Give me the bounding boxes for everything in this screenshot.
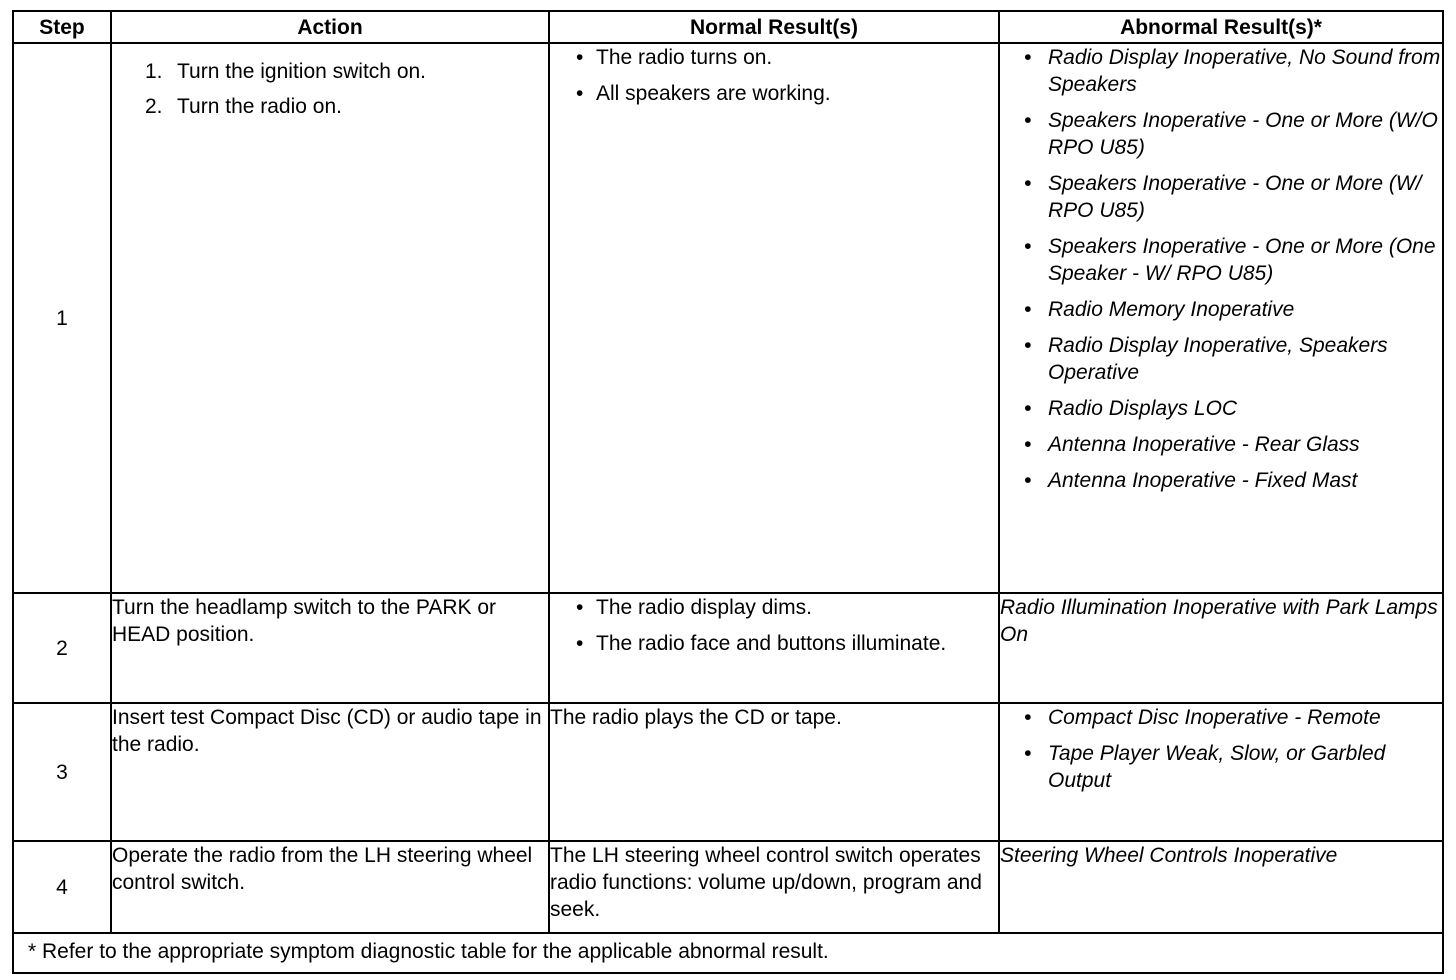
normal-results-list xyxy=(550,594,998,657)
list-item: • Radio Display Inoperative, No Sound from Speakers xyxy=(1000,44,1442,98)
action-cell xyxy=(111,43,549,593)
normal-results-cell xyxy=(549,593,999,703)
abnormal-results-list xyxy=(1000,44,1442,494)
list-item: 1. Turn the ignition switch on. xyxy=(145,60,427,83)
list-item: • Radio Displays LOC xyxy=(1000,395,1442,422)
list-item: • Tape Player Weak, Slow, or Garbled Output xyxy=(1000,740,1442,794)
action-cell: Insert test Compact Disc (CD) or audio tape in the radio. xyxy=(111,703,549,841)
list-item: • Antenna Inoperative - Fixed Mast xyxy=(1000,467,1442,494)
table-row xyxy=(13,703,1443,841)
abnormal-results-cell xyxy=(999,703,1443,841)
step-number: 1 xyxy=(13,43,111,593)
action-cell: Turn the headlamp switch to the PARK or HEAD position. xyxy=(111,593,549,703)
footnote: * Refer to the appropriate symptom diagnostic table for the applicable abnormal result. xyxy=(13,933,1443,973)
list-item: • Radio Display Inoperative, Speakers Operative xyxy=(1000,332,1442,386)
list-item: • The radio face and buttons illuminate. xyxy=(550,630,998,657)
list-item: • The radio turns on. xyxy=(550,44,998,71)
list-item: • Speakers Inoperative - One or More (One Speaker - W/ RPO U85) xyxy=(1000,233,1442,287)
table-row xyxy=(13,43,1443,593)
normal-results-list xyxy=(550,44,998,107)
abnormal-results-cell xyxy=(999,43,1443,593)
header-normal-results: Normal Result(s) xyxy=(549,11,999,43)
list-item: 2. Turn the radio on. xyxy=(145,95,342,118)
step-number: 3 xyxy=(13,703,111,841)
header-step: Step xyxy=(13,11,111,43)
abnormal-results-list xyxy=(1000,704,1442,794)
table-row xyxy=(13,841,1443,933)
list-item: • Compact Disc Inoperative - Remote xyxy=(1000,704,1442,731)
list-item: • Radio Memory Inoperative xyxy=(1000,296,1442,323)
list-item: • Speakers Inoperative - One or More (W/O RPO U85) xyxy=(1000,107,1442,161)
header-action: Action xyxy=(111,11,549,43)
table-row xyxy=(13,593,1443,703)
list-item: • Antenna Inoperative - Rear Glass xyxy=(1000,431,1442,458)
normal-results-cell: The radio plays the CD or tape. xyxy=(549,703,999,841)
list-item: • Speakers Inoperative - One or More (W/ RPO U85) xyxy=(1000,170,1442,224)
step-number: 4 xyxy=(13,841,111,933)
list-item: • All speakers are working. xyxy=(550,80,998,107)
footnote-row xyxy=(13,933,1443,973)
abnormal-results-cell: Steering Wheel Controls Inoperative xyxy=(999,841,1443,933)
list-item: • The radio display dims. xyxy=(550,594,998,621)
abnormal-results-cell: Radio Illumination Inoperative with Park Lamps On xyxy=(999,593,1443,703)
action-list xyxy=(112,58,548,120)
step-number: 2 xyxy=(13,593,111,703)
diagnostic-table xyxy=(12,10,1444,974)
header-abnormal-results: Abnormal Result(s)* xyxy=(999,11,1443,43)
normal-results-cell: The LH steering wheel control switch operates radio functions: volume up/down, program and seek. xyxy=(549,841,999,933)
action-cell: Operate the radio from the LH steering wheel control switch. xyxy=(111,841,549,933)
normal-results-cell xyxy=(549,43,999,593)
header-row xyxy=(13,11,1443,43)
